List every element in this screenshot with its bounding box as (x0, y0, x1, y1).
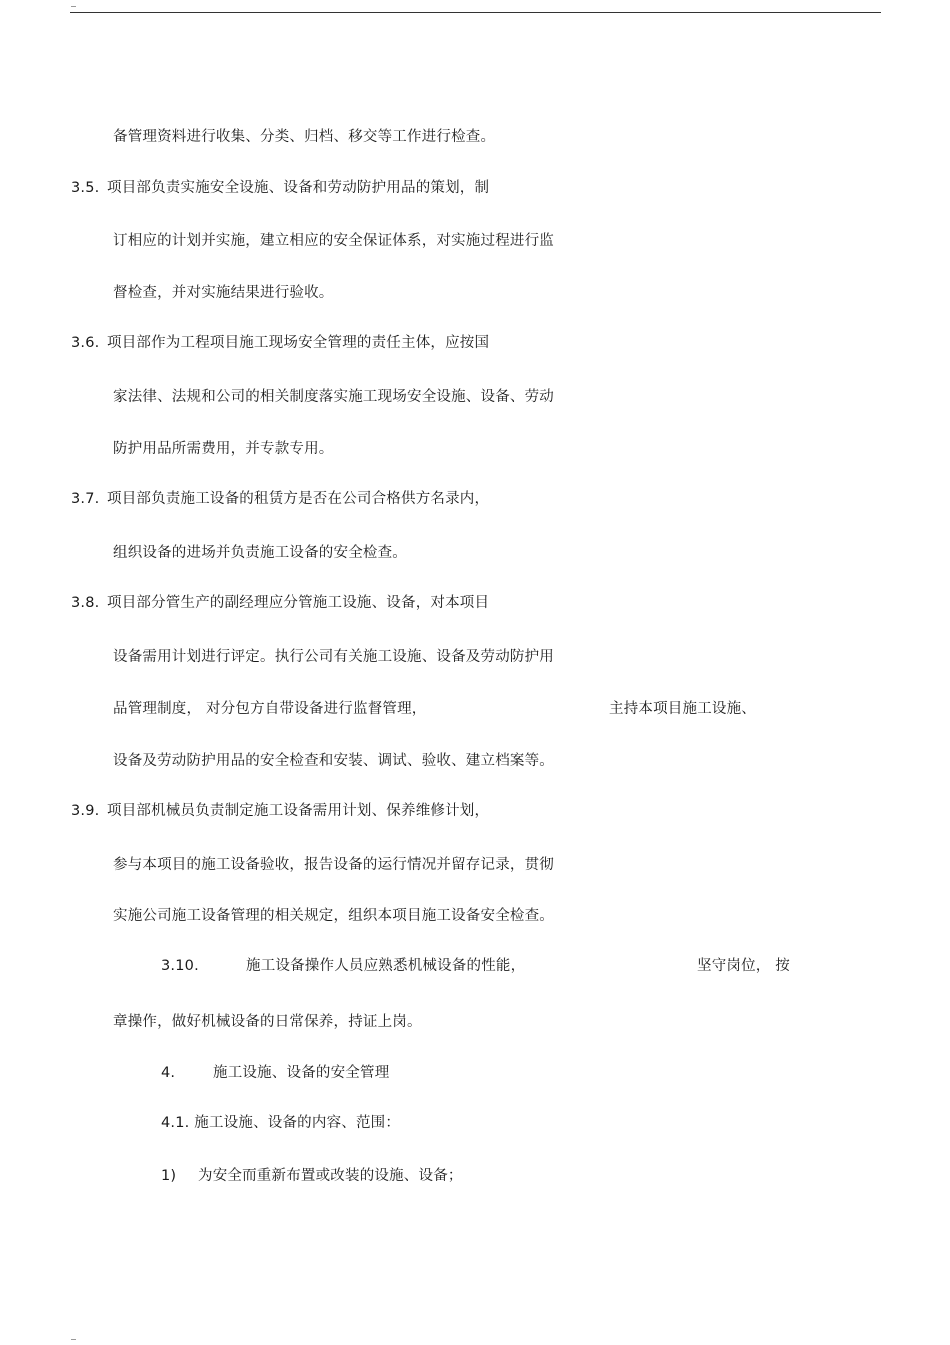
clause-number: 3.7. (71, 491, 100, 507)
clause-number: 3.5. (71, 180, 100, 196)
header-rule (70, 12, 881, 13)
text-line: 项目部机械员负责制定施工设备需用计划、保养维修计划， (107, 803, 490, 819)
text-line: 订相应的计划并实施，建立相应的安全保证体系，对实施过程进行监 (113, 233, 554, 249)
clause-number: 3.8. (71, 595, 100, 611)
clause-number: 3.10. (161, 958, 199, 974)
text-line: 参与本项目的施工设备验收，报告设备的运行情况并留存记录，贯彻 (113, 857, 554, 873)
section-heading: 施工设施、设备的安全管理 (213, 1065, 390, 1081)
text-line: 施工设备操作人员应熟悉机械设备的性能， (246, 958, 526, 974)
text-line: 实施公司施工设备管理的相关规定，组织本项目施工设备安全检查。 (113, 908, 554, 924)
text-line: 设备及劳动防护用品的安全检查和安装、调试、验收、建立档案等。 (113, 753, 554, 769)
text-line: 项目部负责施工设备的租赁方是否在公司合格供方名录内， (107, 491, 490, 507)
text-line: 项目部负责实施安全设施、设备和劳动防护用品的策划，制 (107, 180, 490, 196)
text-line: 防护用品所需费用，并专款专用。 (113, 441, 334, 457)
clause-number: 3.9. (71, 803, 100, 819)
subsection-heading: 4.1. 施工设施、设备的内容、范围： (161, 1115, 401, 1131)
text-line: 组织设备的进场并负责施工设备的安全检查。 (113, 545, 407, 561)
text-line: 项目部分管生产的副经理应分管施工设施、设备，对本项目 (107, 595, 490, 611)
text-line: 督检查，并对实施结果进行验收。 (113, 285, 334, 301)
text-line: 章操作，做好机械设备的日常保养，持证上岗。 (113, 1014, 422, 1030)
text-line: 主持本项目施工设施、 (609, 701, 756, 717)
clause-number: 3.6. (71, 335, 100, 351)
footer-mark (71, 1339, 76, 1340)
text-line: 备管理资料进行收集、分类、归档、移交等工作进行检查。 (113, 129, 496, 145)
text-line: 坚守岗位， 按 (697, 958, 791, 974)
list-marker: 1) (161, 1168, 177, 1184)
text-line: 家法律、法规和公司的相关制度落实施工现场安全设施、设备、劳动 (113, 389, 554, 405)
header-mark (71, 6, 76, 7)
text-line: 项目部作为工程项目施工现场安全管理的责任主体，应按国 (107, 335, 490, 351)
list-item: 为安全而重新布置或改装的设施、设备； (198, 1168, 463, 1184)
text-line: 设备需用计划进行评定。执行公司有关施工设施、设备及劳动防护用 (113, 649, 554, 665)
text-line: 品管理制度， 对分包方自带设备进行监督管理， (113, 701, 427, 717)
section-number: 4. (161, 1065, 176, 1081)
